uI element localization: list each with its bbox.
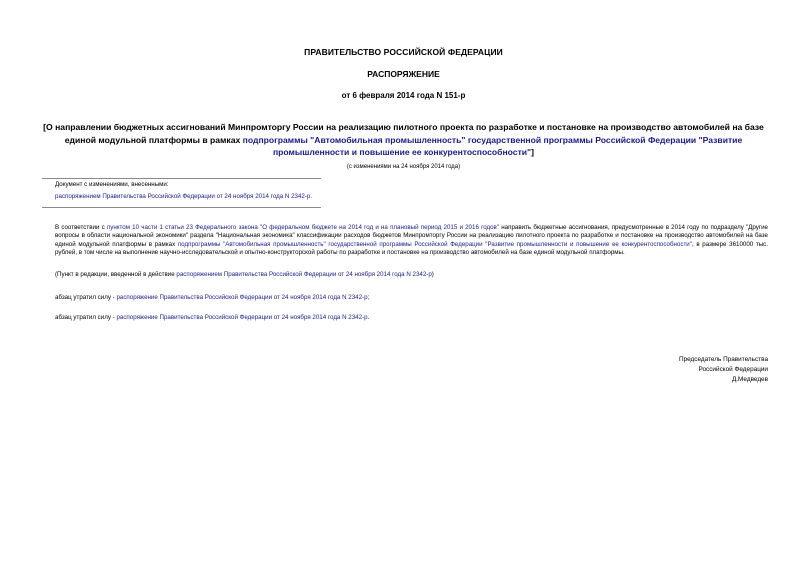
title-program-link[interactable]: подпрограммы "Автомобильная промышленность" государственной программы Российской Федерации "Развитие промышленности и повышение ее конкурентоспособности": [242, 134, 743, 157]
signature-name: Д.Медведев: [731, 376, 768, 383]
federal-law-link[interactable]: пунктом 10 части 1 статьи 23 Федерального закона "О федеральном бюджете на 2014 год и на плановый период 2015 и 2016 годов": [106, 224, 500, 231]
title-end: ]: [531, 147, 535, 157]
document-title: [36, 121, 771, 159]
lost-force-paragraph-2: [55, 314, 369, 321]
lost-force-text: абзац утратил силу -: [55, 294, 117, 301]
lost-force-link-1[interactable]: распоряжение Правительства Российской Федерации от 24 ноября 2014 года N 2342-р: [116, 294, 368, 301]
changes-note: (с изменениями на 24 ноября 2014 года): [346, 164, 461, 170]
document-date-number: от 6 февраля 2014 года N 151-р: [341, 91, 466, 100]
edition-note-link[interactable]: распоряжением Правительства Российской Федерации от 24 ноября 2014 года N 2342-р: [176, 271, 432, 278]
edition-note: [55, 271, 434, 278]
title-text: [О направлении бюджетных ассигнований Минпромторгу России на реализацию пилотного проекта по разработке и постановке на производство автомобилей на базе единой модульной платформы в рамках: [43, 122, 764, 145]
main-paragraph: [55, 224, 768, 258]
amendments-top-divider: [42, 178, 321, 179]
lost-force-end: ;: [367, 294, 370, 301]
lost-force-paragraph-1: [55, 294, 369, 301]
subprogram-link[interactable]: подпрограммы "Автомобильная промышленность" государственной программы Российской Федерации "Развитие промышленности и повышение ее конкурентоспособности": [177, 240, 692, 248]
signature-position: Председатель Правительства: [679, 356, 768, 363]
edition-note-end: ): [431, 271, 434, 278]
amendments-link[interactable]: распоряжением Правительства Российской Федерации от 24 ноября 2014 года N 2342-р.: [55, 193, 313, 200]
amendments-label: Документ с изменениями, внесенными:: [55, 181, 169, 188]
paragraph-text: В соответствии с: [55, 224, 107, 231]
paragraph-text: , в размере 3610000 тыс. рублей, в том числе на выполнение научно-исследовательской и опытно-конструкторской работы по разработке и постановке на производство автомобилей на базе единой модульной платформы.: [55, 240, 768, 257]
amendments-bottom-divider: [42, 207, 321, 208]
lost-force-end: .: [367, 314, 370, 321]
paragraph-text: направить бюджетные ассигнования, предусмотренные в 2014 году по подразделу "Другие вопросы в области национальной экономики" раздела "Национальная экономика" классификации расходов бюджетов Минпромторгу России на реализацию пилотного проекта по разработке и постановке на производство автомобилей на базе единой модульной платформы в рамках: [55, 224, 768, 248]
lost-force-text: абзац утратил силу -: [55, 314, 117, 321]
signature-organization: Российской Федерации: [698, 366, 768, 373]
signature-block: [679, 355, 768, 385]
government-heading: ПРАВИТЕЛЬСТВО РОССИЙСКОЙ ФЕДЕРАЦИИ: [304, 47, 503, 57]
lost-force-link-2[interactable]: распоряжение Правительства Российской Федерации от 24 ноября 2014 года N 2342-р: [116, 314, 368, 321]
edition-note-text: (Пункт в редакции, введенной в действие: [55, 271, 177, 278]
document-type-heading: РАСПОРЯЖЕНИЕ: [367, 69, 440, 79]
